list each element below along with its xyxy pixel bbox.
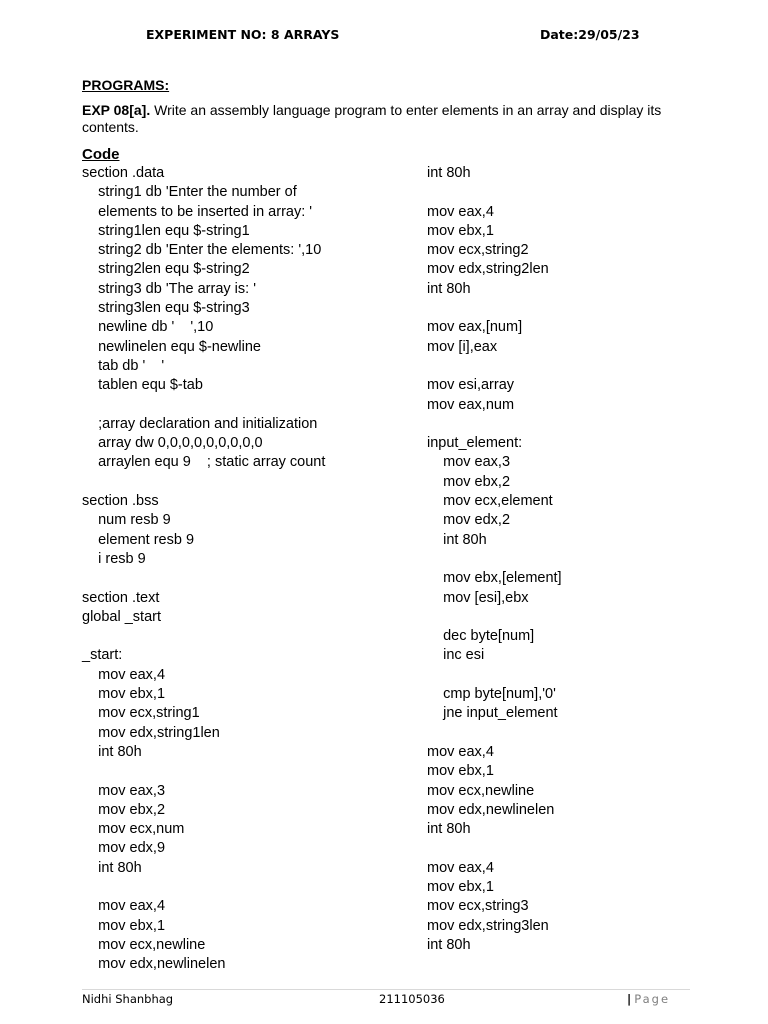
code-line: global _start: [82, 608, 161, 625]
code-line: mov eax,num: [427, 396, 515, 413]
code-line: mov ecx,newline: [82, 936, 206, 953]
code-line: mov ecx,string1: [82, 705, 200, 722]
code-line: section .text: [82, 589, 160, 606]
page-label: [627, 992, 670, 1006]
code-line: mov edx,newlinelen: [427, 801, 555, 818]
code-line: mov eax,3: [82, 782, 166, 799]
code-line: arraylen equ 9 ; static array count: [82, 454, 326, 471]
code-line: mov edx,string1len: [82, 724, 220, 741]
code-line: mov edx,9: [82, 840, 166, 857]
code-line: section .bss: [82, 493, 159, 510]
code-line: mov edx,2: [427, 512, 511, 529]
code-line: elements to be inserted in array: ': [82, 203, 313, 220]
code-line: int 80h: [427, 165, 471, 181]
code-line: [82, 569, 412, 588]
code-line: [427, 724, 727, 743]
code-line: element resb 9: [82, 531, 195, 548]
code-line: int 80h: [82, 743, 142, 760]
code-line: input_element:: [427, 435, 523, 452]
code-line: mov edx,string3len: [427, 917, 549, 934]
code-line: mov eax,4: [427, 203, 494, 220]
code-line: array dw 0,0,0,0,0,0,0,0,0: [82, 435, 263, 452]
roll-number: 211105036: [379, 992, 445, 1006]
code-line: mov ebx,1: [427, 878, 494, 895]
code-line: mov ebx,1: [82, 917, 166, 934]
code-line: mov ebx,1: [82, 686, 166, 703]
code-line: ;array declaration and initialization: [82, 415, 318, 432]
code-line: mov eax,4: [427, 743, 494, 760]
code-line: mov ecx,string3: [427, 898, 529, 915]
code-line: mov ecx,num: [82, 821, 185, 838]
code-line: [427, 608, 727, 627]
code-line: mov eax,[num]: [427, 319, 523, 336]
code-line: [82, 473, 412, 492]
author-name: Nidhi Shanbhag: [82, 992, 174, 1006]
code-line: int 80h: [427, 936, 471, 953]
experiment-task: Write an assembly language program to enter elements in an array and display its contents.: [82, 102, 662, 135]
code-line: [82, 627, 412, 646]
code-line: int 80h: [82, 859, 142, 876]
code-line: mov ebx,2: [82, 801, 166, 818]
experiment-title: EXPERIMENT NO: 8 ARRAYS: [146, 27, 340, 42]
code-line: mov edx,string2len: [427, 261, 549, 278]
experiment-date: Date:29/05/23: [540, 27, 640, 42]
code-heading: Code: [82, 146, 120, 163]
code-line: jne input_element: [427, 705, 558, 722]
code-line: mov ebx,1: [427, 222, 494, 239]
code-line: int 80h: [427, 280, 471, 297]
code-line: [427, 299, 727, 318]
code-line: string3 db 'The array is: ': [82, 280, 256, 297]
code-line: mov eax,4: [82, 898, 166, 915]
code-line: [82, 762, 412, 781]
code-line: string3len equ $-string3: [82, 300, 250, 317]
code-line: mov ecx,string2: [427, 242, 529, 259]
code-line: string2len equ $-string2: [82, 261, 250, 278]
code-line: [82, 396, 412, 415]
code-line: int 80h: [427, 531, 487, 548]
code-line: mov ebx,2: [427, 473, 511, 490]
code-line: mov eax,4: [82, 666, 166, 683]
code-line: mov ecx,newline: [427, 782, 535, 799]
experiment-description: [82, 102, 682, 136]
code-line: tab db ' ': [82, 357, 165, 374]
page-header: [0, 27, 768, 45]
code-line: newline db ' ',10: [82, 319, 214, 336]
code-line: cmp byte[num],'0': [427, 686, 556, 703]
code-line: mov [esi],ebx: [427, 589, 529, 606]
code-line: newlinelen equ $-newline: [82, 338, 261, 355]
code-line: num resb 9: [82, 512, 171, 529]
code-line: [427, 183, 727, 202]
code-line: [82, 878, 412, 897]
code-line: [427, 357, 727, 376]
page-separator: |: [627, 992, 632, 1006]
code-line: dec byte[num]: [427, 628, 535, 645]
code-column-right: [427, 164, 727, 955]
code-line: [427, 666, 727, 685]
code-line: int 80h: [427, 821, 471, 838]
code-line: mov eax,4: [427, 859, 494, 876]
code-line: string1 db 'Enter the number of: [82, 184, 297, 201]
code-line: section .data: [82, 165, 165, 181]
code-line: mov ebx,1: [427, 763, 494, 780]
code-line: [427, 839, 727, 858]
code-line: mov edx,newlinelen: [82, 956, 226, 973]
code-line: [427, 550, 727, 569]
code-line: mov ecx,element: [427, 493, 553, 510]
code-line: tablen equ $-tab: [82, 377, 203, 394]
code-line: string2 db 'Enter the elements: ',10: [82, 242, 322, 259]
code-line: inc esi: [427, 647, 485, 664]
experiment-label: EXP 08[a].: [82, 102, 151, 118]
code-line: [427, 415, 727, 434]
page-word: Page: [634, 992, 671, 1006]
code-line: i resb 9: [82, 550, 146, 567]
footer-divider: [82, 989, 690, 990]
code-column-left: [82, 164, 412, 974]
code-line: _start:: [82, 647, 123, 664]
code-line: mov esi,array: [427, 377, 515, 394]
programs-heading: PROGRAMS:: [82, 77, 170, 93]
code-line: string1len equ $-string1: [82, 222, 250, 239]
code-line: mov ebx,[element]: [427, 570, 562, 587]
code-line: mov [i],eax: [427, 338, 498, 355]
code-line: mov eax,3: [427, 454, 511, 471]
